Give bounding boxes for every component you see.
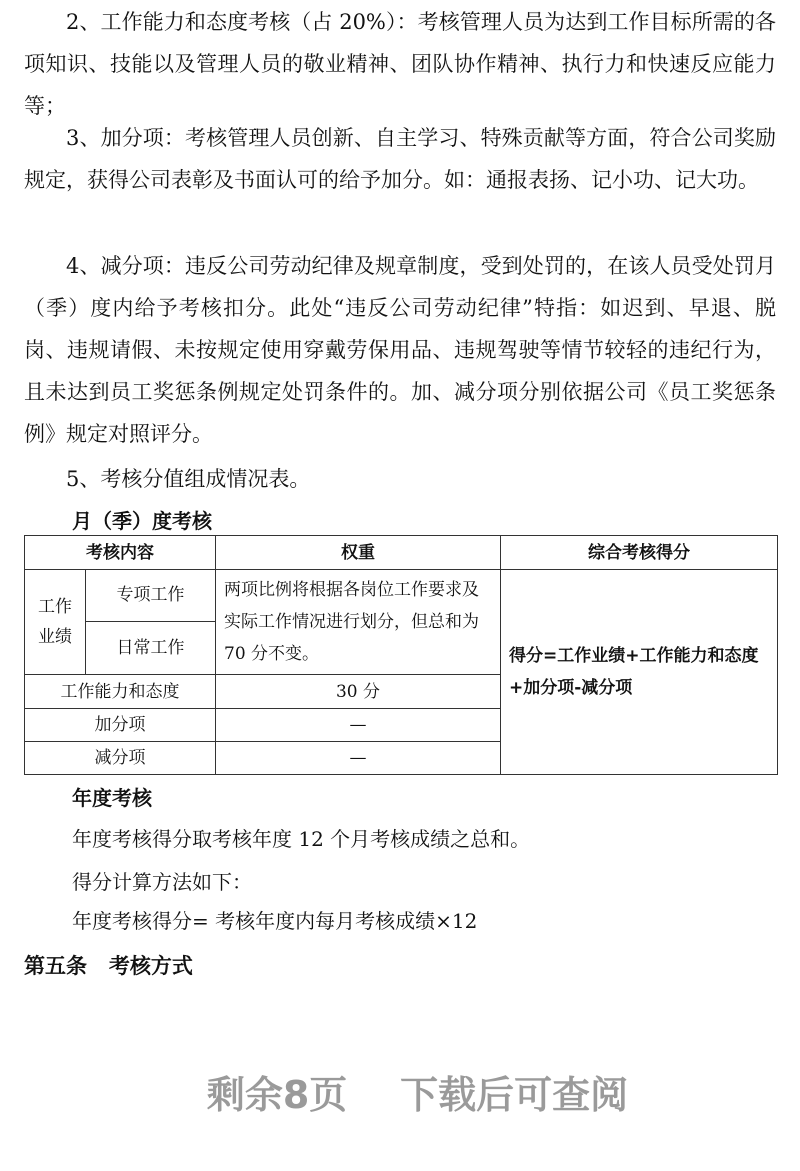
paragraph-deduction-items: 4、减分项：违反公司劳动纪律及规章制度，受到处罚的，在该人员受处罚月（季）度内给予考核扣分。此处“违反公司劳动纪律”特指：如迟到、早退、脱岗、违规请假、未按规定使用穿戴劳保用品、违规驾驶等情节较轻的违纪行为，且未达到员工奖惩条例规定处罚条件的。加、减分项分别依据公司《员工奖惩条例》规定对照评分。 (24, 254, 776, 446)
annual-assessment-heading: 年度考核 (72, 786, 152, 810)
work-performance-label: 工作 业绩 (25, 570, 86, 675)
annual-score-formula: 年度考核得分= 考核年度内每月考核成绩×12 (72, 909, 478, 933)
special-work-label: 专项工作 (86, 570, 216, 622)
deduction-items-weight: — (216, 742, 501, 775)
score-method-intro: 得分计算方法如下： (72, 870, 252, 894)
remaining-pages-notice: 剩余8页 下载后可查阅 (206, 1073, 629, 1117)
annual-score-definition: 年度考核得分取考核年度 12 个月考核成绩之总和。 (72, 827, 531, 851)
paragraph-score-table-intro: 5、考核分值组成情况表。 (66, 467, 311, 491)
article-five-heading: 第五条 考核方式 (24, 954, 193, 978)
quarterly-assessment-heading: 月（季）度考核 (72, 509, 212, 533)
deduction-items-label: 减分项 (25, 742, 216, 775)
composite-score-formula: 得分=工作业绩+工作能力和态度+加分项-减分项 (501, 570, 778, 775)
paragraph-ability-attitude: 2、工作能力和态度考核（占 20%）：考核管理人员为达到工作目标所需的各项知识、技能以及管理人员的敬业精神、团队协作精神、执行力和快速反应能力等； (24, 10, 776, 118)
header-content: 考核内容 (25, 536, 216, 570)
bonus-items-weight: — (216, 709, 501, 742)
header-composite: 综合考核得分 (501, 536, 778, 570)
bonus-items-label: 加分项 (25, 709, 216, 742)
table-row (25, 570, 778, 622)
paragraph-bonus-items: 3、加分项：考核管理人员创新、自主学习、特殊贡献等方面，符合公司奖励规定，获得公司表彰及书面认可的给予加分。如：通报表扬、记小功、记大功。 (24, 126, 776, 192)
performance-weight-text: 两项比例将根据各岗位工作要求及实际工作情况进行划分，但总和为 70 分不变。 (216, 570, 501, 675)
daily-work-label: 日常工作 (86, 621, 216, 674)
ability-attitude-label: 工作能力和态度 (25, 675, 216, 709)
table-header-row (25, 536, 778, 570)
header-weight: 权重 (216, 536, 501, 570)
score-composition-table (24, 535, 778, 775)
ability-attitude-weight: 30 分 (216, 675, 501, 709)
